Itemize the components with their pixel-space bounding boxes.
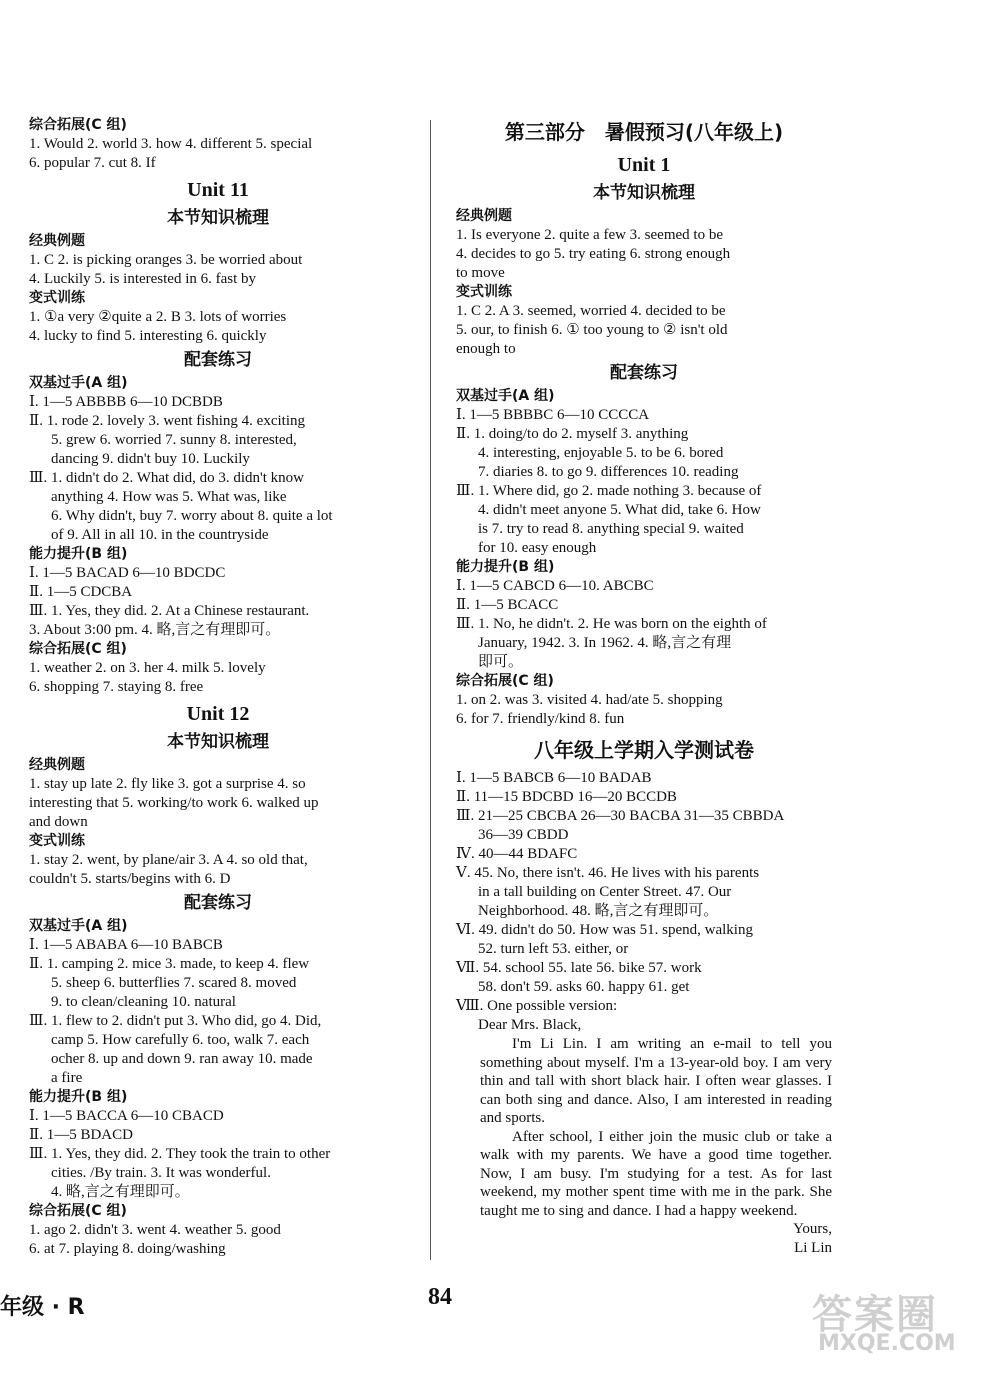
subsection-title: 本节知识梳理 bbox=[593, 183, 695, 203]
answer-line: 6. Why didn't, buy 7. worry about 8. quite a lot bbox=[51, 508, 333, 524]
answer-line: 9. to clean/cleaning 10. natural bbox=[51, 994, 236, 1010]
answer-line: 1. ①a very ②quite a 2. B 3. lots of worries bbox=[29, 309, 287, 325]
answer-line: Ⅵ. 49. didn't do 50. How was 51. spend, walking bbox=[456, 922, 753, 938]
answer-line: Neighborhood. 48. 略,言之有理即可。 bbox=[478, 903, 719, 919]
section-label: 综合拓展(C 组) bbox=[456, 673, 554, 689]
answer-line: Ⅲ. 1. No, he didn't. 2. He was born on the eighth of bbox=[456, 616, 767, 632]
watermark-logo bbox=[812, 1283, 988, 1361]
answer-line: Ⅰ. 1—5 ABABA 6—10 BABCB bbox=[29, 937, 223, 953]
answer-line: couldn't 5. starts/begins with 6. D bbox=[29, 871, 231, 887]
answer-line: anything 4. How was 5. What was, like bbox=[51, 489, 287, 505]
answer-line: 4. didn't meet anyone 5. What did, take 6. How bbox=[478, 502, 761, 518]
section-label: 变式训练 bbox=[29, 833, 85, 849]
answer-line: 4. decides to go 5. try eating 6. strong enough bbox=[456, 246, 731, 262]
answer-line: dancing 9. didn't buy 10. Luckily bbox=[51, 451, 250, 467]
answer-line: Ⅳ. 40—44 BDAFC bbox=[456, 846, 578, 862]
answer-line: 1. ago 2. didn't 3. went 4. weather 5. good bbox=[29, 1222, 281, 1238]
answer-line: Ⅰ. 1—5 ABBBB 6—10 DCBDB bbox=[29, 394, 223, 410]
section-label: 变式训练 bbox=[456, 284, 512, 300]
answer-line: 1. weather 2. on 3. her 4. milk 5. lovely bbox=[29, 660, 266, 676]
answer-line: 52. turn left 53. either, or bbox=[478, 941, 629, 957]
answer-line: Ⅲ. 1. flew to 2. didn't put 3. Who did, go 4. Did, bbox=[29, 1013, 322, 1029]
essay bbox=[456, 1035, 832, 1257]
page-number: 84 bbox=[428, 1284, 452, 1310]
section-label: 综合拓展(C 组) bbox=[29, 1203, 127, 1219]
answer-line: Ⅱ. 1. rode 2. lovely 3. went fishing 4. exciting bbox=[29, 413, 305, 429]
answer-line: 5. our, to finish 6. ① too young to ② isn't old bbox=[456, 322, 728, 338]
answer-line: Ⅲ. 1. didn't do 2. What did, do 3. didn't know bbox=[29, 470, 305, 486]
section-label: 双基过手(A 组) bbox=[29, 375, 128, 391]
watermark-text: 答案圈 bbox=[812, 1292, 938, 1338]
answer-line: 即可。 bbox=[478, 654, 524, 670]
answer-line: Ⅰ. 1—5 BBBBC 6—10 CCCCA bbox=[456, 407, 650, 423]
answer-line: 4. Luckily 5. is interested in 6. fast by bbox=[29, 271, 257, 287]
answer-line: 4. lucky to find 5. interesting 6. quickly bbox=[29, 328, 267, 344]
answer-line: Ⅱ. 1. doing/to do 2. myself 3. anything bbox=[456, 426, 689, 442]
answer-line: 1. C 2. A 3. seemed, worried 4. decided to be bbox=[456, 303, 726, 319]
answer-line: is 7. try to read 8. anything special 9. waited bbox=[478, 521, 744, 537]
subsection-title: 本节知识梳理 bbox=[167, 732, 269, 752]
test-title: 八年级上学期入学测试卷 bbox=[534, 738, 754, 762]
answer-line: Ⅱ. 1—5 BDACD bbox=[29, 1127, 133, 1143]
answer-line: a fire bbox=[51, 1070, 83, 1086]
answer-line: to move bbox=[456, 265, 505, 281]
answer-line: enough to bbox=[456, 341, 516, 357]
answer-line: 6. shopping 7. staying 8. free bbox=[29, 679, 204, 695]
essay-signature: Li Lin bbox=[794, 1239, 832, 1256]
essay-paragraph-2: After school, I either join the music club or take a walk with my parents. We have a good time together. Now, I am busy. I'm studying for a test. As for last weekend, my mother spent time with me in the park. She taught me to sing and dance. I had a happy weekend. bbox=[480, 1128, 832, 1219]
answer-line: 6. popular 7. cut 8. If bbox=[29, 155, 156, 171]
answer-line: Ⅲ. 1. Where did, go 2. made nothing 3. because of bbox=[456, 483, 762, 499]
section-label: 经典例题 bbox=[29, 757, 85, 773]
answer-line: 7. diaries 8. to go 9. differences 10. reading bbox=[478, 464, 739, 480]
answer-line: 4. interesting, enjoyable 5. to be 6. bored bbox=[478, 445, 724, 461]
answer-line: 6. for 7. friendly/kind 8. fun bbox=[456, 711, 625, 727]
answer-line: 36—39 CBDD bbox=[478, 827, 569, 843]
answer-line: Ⅲ. 1. Yes, they did. 2. At a Chinese restaurant. bbox=[29, 603, 310, 619]
footer-grade-label: 年级 · R bbox=[0, 1295, 85, 1320]
answer-line: 1. C 2. is picking oranges 3. be worried about bbox=[29, 252, 303, 268]
section-label: 双基过手(A 组) bbox=[29, 918, 128, 934]
section-label: 经典例题 bbox=[456, 208, 512, 224]
answer-line: Ⅶ. 54. school 55. late 56. bike 57. work bbox=[456, 960, 702, 976]
section-label: 综合拓展(C 组) bbox=[29, 117, 127, 133]
answer-line: Ⅰ. 1—5 CABCD 6—10. ABCBC bbox=[456, 578, 654, 594]
answer-line: of 9. All in all 10. in the countryside bbox=[51, 527, 269, 543]
section-label: 能力提升(B 组) bbox=[29, 1089, 128, 1105]
right-lines bbox=[456, 116, 832, 1035]
answer-line: January, 1942. 3. In 1962. 4. 略,言之有理 bbox=[478, 635, 732, 651]
unit-title: Unit 12 bbox=[186, 703, 250, 725]
subsection-title: 配套练习 bbox=[184, 350, 252, 370]
answer-line: 1. Would 2. world 3. how 4. different 5. special bbox=[29, 136, 313, 152]
answer-line: 6. at 7. playing 8. doing/washing bbox=[29, 1241, 226, 1257]
subsection-title: 本节知识梳理 bbox=[167, 208, 269, 228]
section-label: 能力提升(B 组) bbox=[29, 546, 128, 562]
unit-title: Unit 1 bbox=[617, 154, 671, 176]
section-label: 经典例题 bbox=[29, 233, 85, 249]
part-title: 第三部分 暑假预习(八年级上) bbox=[504, 120, 784, 144]
unit-title: Unit 11 bbox=[187, 179, 249, 201]
answer-line: Dear Mrs. Black, bbox=[478, 1017, 582, 1033]
answer-line: Ⅲ. 21—25 CBCBA 26—30 BACBA 31—35 CBBDA bbox=[456, 808, 785, 824]
section-label: 双基过手(A 组) bbox=[456, 388, 555, 404]
answer-line: 4. 略,言之有理即可。 bbox=[51, 1184, 190, 1200]
answer-line: Ⅰ. 1—5 BABCB 6—10 BADAB bbox=[456, 770, 652, 786]
answer-line: cities. /By train. 3. It was wonderful. bbox=[51, 1165, 271, 1181]
answer-line: 1. Is everyone 2. quite a few 3. seemed to be bbox=[456, 227, 723, 243]
answer-line: camp 5. How carefully 6. too, walk 7. each bbox=[51, 1032, 310, 1048]
answer-line: Ⅴ. 45. No, there isn't. 46. He lives with his parents bbox=[456, 865, 760, 881]
answer-line: for 10. easy enough bbox=[478, 540, 597, 556]
answer-line: 1. on 2. was 3. visited 4. had/ate 5. shopping bbox=[456, 692, 723, 708]
answer-line: Ⅱ. 1. camping 2. mice 3. made, to keep 4. flew bbox=[29, 956, 310, 972]
answer-line: Ⅷ. One possible version: bbox=[456, 998, 618, 1014]
answer-line: and down bbox=[29, 814, 88, 830]
answer-line: Ⅰ. 1—5 BACCA 6—10 CBACD bbox=[29, 1108, 224, 1124]
answer-line: Ⅰ. 1—5 BACAD 6—10 BDCDC bbox=[29, 565, 226, 581]
essay-paragraph-1: I'm Li Lin. I am writing an e-mail to tell you something about myself. I'm a 13-year-old boy. I am very thin and tall with short black hair. I often wear glasses. I can both sing and dance. Also, I am interested in reading and sports. bbox=[480, 1036, 832, 1126]
subsection-title: 配套练习 bbox=[184, 893, 252, 913]
answer-line: Ⅱ. 1—5 CDCBA bbox=[29, 584, 133, 600]
answer-line: Ⅲ. 1. Yes, they did. 2. They took the train to other bbox=[29, 1146, 331, 1162]
section-label: 综合拓展(C 组) bbox=[29, 641, 127, 657]
right-column bbox=[456, 116, 832, 1257]
answer-line: 1. stay 2. went, by plane/air 3. A 4. so old that, bbox=[29, 852, 308, 868]
section-label: 能力提升(B 组) bbox=[456, 559, 555, 575]
watermark-url: MXQE.COM bbox=[818, 1331, 956, 1356]
answer-line: in a tall building on Center Street. 47. Our bbox=[478, 884, 732, 900]
left-column bbox=[29, 116, 407, 1259]
answer-line: 1. stay up late 2. fly like 3. got a surprise 4. so bbox=[29, 776, 306, 792]
column-divider bbox=[430, 120, 431, 1260]
answer-line: interesting that 5. working/to work 6. walked up bbox=[29, 795, 319, 811]
answer-line: 5. grew 6. worried 7. sunny 8. interested, bbox=[51, 432, 297, 448]
answer-line: ocher 8. up and down 9. ran away 10. made bbox=[51, 1051, 313, 1067]
subsection-title: 配套练习 bbox=[610, 363, 678, 383]
answer-line: 58. don't 59. asks 60. happy 61. get bbox=[478, 979, 690, 995]
answer-line: 5. sheep 6. butterflies 7. scared 8. moved bbox=[51, 975, 297, 991]
essay-closing: Yours, bbox=[793, 1221, 832, 1237]
section-label: 变式训练 bbox=[29, 290, 85, 306]
answer-line: Ⅱ. 11—15 BDCBD 16—20 BCCDB bbox=[456, 789, 677, 805]
answer-line: 3. About 3:00 pm. 4. 略,言之有理即可。 bbox=[29, 622, 281, 638]
answer-line: Ⅱ. 1—5 BCACC bbox=[456, 597, 559, 613]
